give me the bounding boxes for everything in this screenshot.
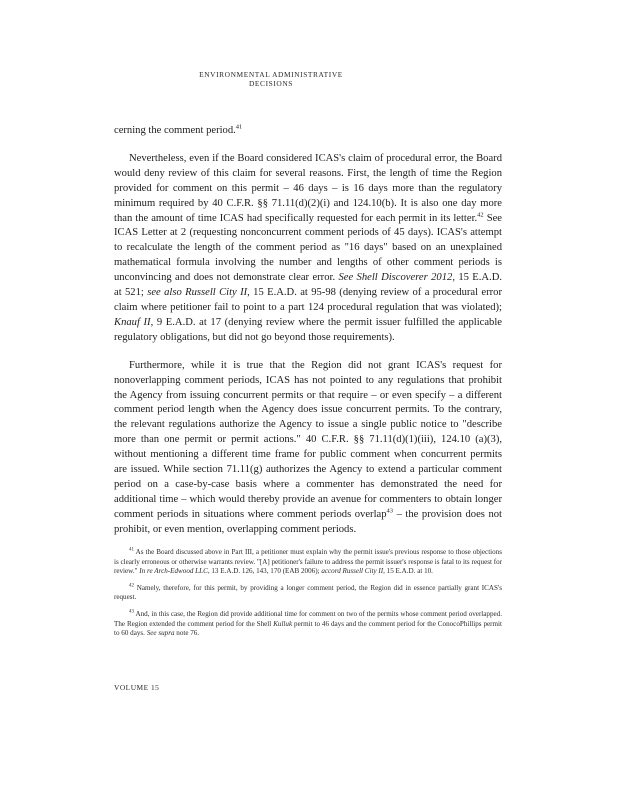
footnote-ref-41[interactable]: 41: [235, 123, 243, 131]
paragraph-3-text-b: – the provision does not prohibit, or even mention, overlapping comment periods.: [114, 508, 502, 535]
paragraph-3-text-a: Furthermore, while it is true that the Region did not grant ICAS's request for nonoverlapping comment periods, ICAS has not pointed to any regulations that prohibit the Agency from issuing concurrent permits or that require – or even specify – a different comment period length when the Agency does issue concurrent permits. To the contrary, the relevant regulations authorize the Agency to issue a single public notice to "describe more than one permit or permit actions." 40 C.F.R. §§ 71.11(d)(1)(iii), 124.10 (a)(3), without mentioning a different time frame for public comment when concurrent permits are issued. While section 71.11(g) authorizes the Agency to extend a particular comment period on a case-by-case basis where a commenter has demonstrated the need for additional time – which would thereby provide an avenue for commenters to obtain longer comment periods in situations where comment periods overlap: [114, 359, 502, 520]
footnote-42: [114, 584, 502, 603]
footnote-43-text-c: note 76.: [174, 629, 200, 638]
footnote-41-text-c: , 15 E.A.D. at 10.: [383, 567, 433, 576]
footnote-41-number: 41: [129, 547, 134, 553]
footnote-41-text-a: As the Board discussed above in Part III, a petitioner must explain why the permit issue's previous response to those objections is clearly erroneous or otherwise warrants review. "[A] petitioner's failure to address the permit issuer's response is fatal to its request for review.": [114, 548, 502, 576]
footnote-41-citation-b: accord Russell City II: [321, 567, 384, 576]
footnote-41: [114, 548, 502, 577]
paragraph-2-text-d: , 15 E.A.D. at 95-98 (denying review of a procedural error claim where petitioner fail to point to a part 124 procedural regulation that was violated);: [114, 287, 503, 313]
footnote-41-citation-a: In re Arch-Edwood LLC: [139, 567, 208, 576]
citation-shell-discoverer: See Shell Discoverer 2012: [338, 272, 453, 284]
footnote-42-text: Namely, therefore, for this permit, by providing a longer comment period, the Region did in essence partially grant ICAS's request.: [114, 583, 502, 602]
footnote-41-text-b: , 13 E.A.D. 126, 143, 170 (EAB 2006);: [207, 567, 322, 576]
paragraph-2-text-c: , 15 E.A.D. at 521;: [114, 272, 502, 299]
citation-russell-city: see also Russell City II: [147, 287, 248, 299]
volume-footer: VOLUME 15: [114, 683, 160, 692]
paragraph-2-text-e: , 9 E.A.D. at 17 (denying review where the permit issuer fulfilled the applicable regulatory obligations, but did not go beyond those requirements).: [114, 316, 502, 343]
footnote-43-text-b: permit to 46 days and the comment period for the ConocoPhillips permit to 60 days.: [114, 619, 503, 638]
paragraph-2: [114, 152, 502, 346]
paragraph-2-text-a: Nevertheless, even if the Board considered ICAS's claim of procedural error, the Board would deny review of this claim for several reasons. First, the length of time the Region provided for comment on this permit – 46 days – is 16 days more than the regulatory minimum required by 40 C.F.R. §§ 71.11(d)(2)(i) and 124.10(b). It is also one day more than the amount of time ICAS had specifically requested for each permit in its letter.: [114, 152, 502, 224]
paragraph-1: [114, 124, 502, 139]
footnote-42-number: 42: [129, 583, 134, 589]
footnote-ref-42[interactable]: 42: [477, 211, 484, 218]
citation-knauf: Knauf II: [114, 316, 151, 328]
running-header: ENVIRONMENTAL ADMINISTRATIVE DECISIONS: [199, 70, 343, 88]
footnote-ref-43[interactable]: 43: [386, 507, 394, 515]
body-text: [114, 124, 502, 551]
paragraph-1-text: cerning the comment period.: [114, 125, 236, 136]
footnote-43-number: 43: [129, 609, 134, 615]
paragraph-3: [114, 359, 502, 538]
paragraph-2-text-b: See ICAS Letter at 2 (requesting nonconcurrent comment periods of 45 days). ICAS's attempt to recalculate the length of the comment period as "16 days" based on an unexplained mathematical formula involving the number and lengths of other comment periods is unconvincing and does not demonstrate clear error.: [114, 212, 502, 284]
footnote-43-citation-a: Kulluk: [273, 619, 293, 628]
footnote-43-citation-b: See supra: [146, 629, 175, 638]
footnote-43: [114, 610, 502, 639]
footnote-43-text-a: And, in this case, the Region did provide additional time for comment on two of the permits whose comment period overlapped. The Region extended the comment period for the Shell: [114, 609, 502, 628]
footnotes: [114, 548, 502, 646]
